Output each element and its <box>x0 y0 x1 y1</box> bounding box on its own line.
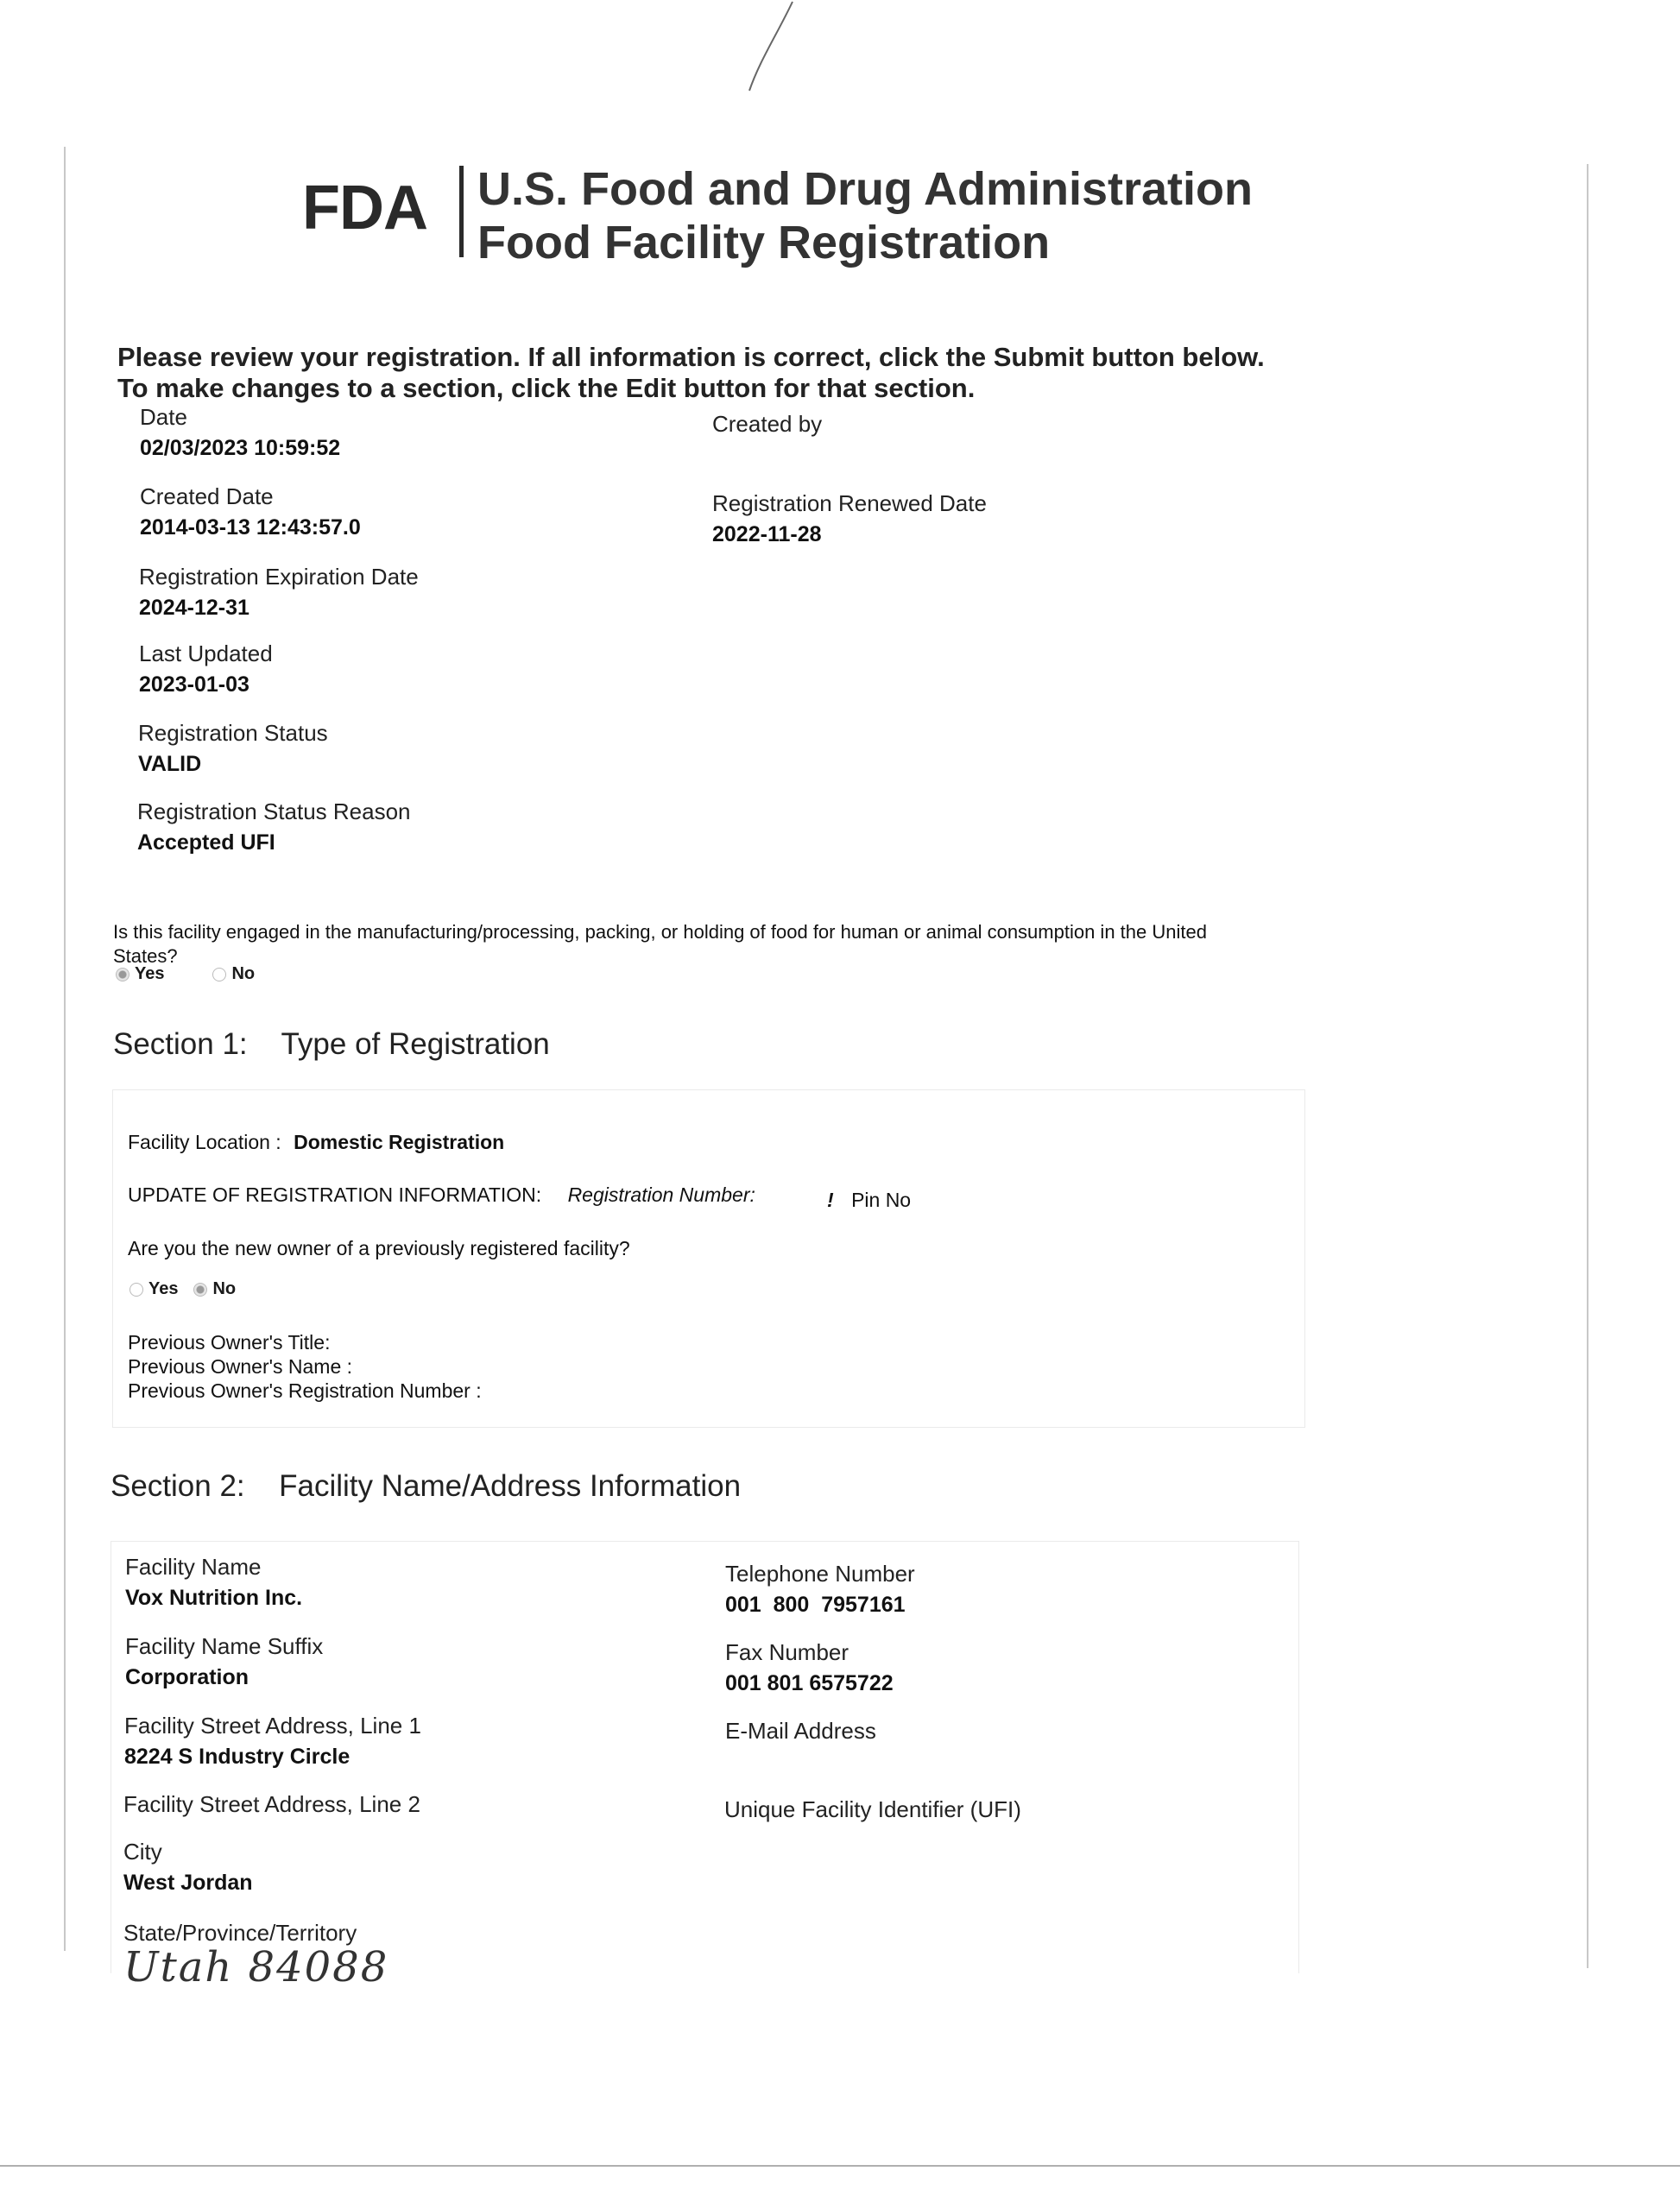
agency-title <box>477 162 1253 269</box>
expiration-date-value: 2024-12-31 <box>139 596 249 620</box>
pin-label: Pin No <box>851 1189 912 1211</box>
agency-line-1: U.S. Food and Drug Administration <box>477 163 1253 215</box>
previous-owner-registration-label: Previous Owner's Registration Number : <box>128 1379 482 1402</box>
facility-name-value: Vox Nutrition Inc. <box>125 1586 303 1610</box>
ufi-field <box>724 1796 1021 1823</box>
ufi-label: Unique Facility Identifier (UFI) <box>724 1796 1021 1822</box>
street-line-1-value: 8224 S Industry Circle <box>124 1745 351 1769</box>
update-registration-row <box>128 1183 755 1207</box>
expiration-date-field <box>139 564 419 621</box>
city-value: West Jordan <box>123 1871 253 1895</box>
new-owner-question: Are you the new owner of a previously registered facility? <box>128 1237 630 1259</box>
new-owner-yes-radio[interactable] <box>129 1283 143 1297</box>
fax-label: Fax Number <box>725 1639 849 1665</box>
facility-location-value: Domestic Registration <box>294 1131 505 1153</box>
created-date-field <box>140 483 361 540</box>
facility-location-row <box>128 1131 504 1154</box>
street-line-2-field <box>123 1791 420 1818</box>
date-field <box>140 404 340 461</box>
facility-suffix-value: Corporation <box>125 1665 249 1689</box>
created-by-field <box>712 411 822 438</box>
engaged-radio-group <box>116 964 255 984</box>
created-by-label: Created by <box>712 411 823 437</box>
registration-number-label: Registration Number: <box>567 1183 755 1206</box>
facility-suffix-field <box>125 1633 323 1690</box>
section-1-number: Section 1: <box>113 1027 248 1061</box>
engaged-yes-radio[interactable] <box>116 968 129 981</box>
state-handwritten-value: Utah 84088 <box>123 1943 389 1991</box>
facility-location-label: Facility Location : <box>128 1131 281 1153</box>
engaged-no-radio[interactable] <box>212 968 226 981</box>
last-updated-value: 2023-01-03 <box>139 672 249 697</box>
logo-divider <box>459 166 464 257</box>
state-label: State/Province/Territory <box>123 1920 357 1946</box>
date-label: Date <box>140 404 187 430</box>
state-field <box>123 1920 388 1991</box>
renewed-date-value: 2022-11-28 <box>712 522 822 546</box>
last-updated-label: Last Updated <box>139 641 273 666</box>
expiration-date-label: Registration Expiration Date <box>139 564 419 590</box>
fax-value: 001 801 6575722 <box>725 1671 894 1695</box>
previous-owner-block <box>128 1330 482 1403</box>
previous-owner-title-label: Previous Owner's Title: <box>128 1331 331 1354</box>
engaged-no-label: No <box>231 964 256 983</box>
section-2-title <box>111 1469 741 1504</box>
section-2-name: Facility Name/Address Information <box>279 1469 742 1503</box>
new-owner-no-radio[interactable] <box>193 1283 207 1297</box>
bottom-scan-edge <box>0 2165 1680 2167</box>
section-1-title <box>113 1027 550 1062</box>
new-owner-no-label: No <box>212 1279 237 1298</box>
engaged-question: Is this facility engaged in the manufacturing/processing, packing, or holding of food for human or animal consumption in the United States? <box>113 921 1207 967</box>
facility-suffix-label: Facility Name Suffix <box>125 1633 324 1659</box>
renewed-date-field <box>712 490 987 547</box>
telephone-label: Telephone Number <box>725 1561 915 1587</box>
facility-name-label: Facility Name <box>125 1554 262 1580</box>
pin-mark: ! <box>827 1189 834 1211</box>
new-owner-radio-group <box>129 1279 236 1299</box>
registration-status-label: Registration Status <box>138 720 328 746</box>
pen-stroke-mark <box>742 0 794 95</box>
registration-status-value: VALID <box>138 752 202 776</box>
facility-name-field <box>125 1554 302 1611</box>
right-scan-edge <box>1587 164 1588 1968</box>
agency-line-2: Food Facility Registration <box>477 217 1051 268</box>
street-line-2-label: Facility Street Address, Line 2 <box>123 1791 420 1817</box>
new-owner-yes-label: Yes <box>148 1279 179 1298</box>
email-label: E-Mail Address <box>725 1718 876 1744</box>
update-registration-label: UPDATE OF REGISTRATION INFORMATION: <box>128 1183 542 1206</box>
fax-field <box>725 1639 894 1696</box>
city-field <box>123 1839 253 1896</box>
street-line-1-field <box>124 1713 421 1770</box>
registration-status-field <box>138 720 328 777</box>
date-value: 02/03/2023 10:59:52 <box>140 436 341 460</box>
created-date-value: 2014-03-13 12:43:57.0 <box>140 515 361 540</box>
email-field <box>725 1718 876 1745</box>
engaged-yes-label: Yes <box>135 964 165 983</box>
previous-owner-name-label: Previous Owner's Name : <box>128 1355 353 1378</box>
renewed-date-label: Registration Renewed Date <box>712 490 987 516</box>
telephone-field <box>725 1561 915 1618</box>
section-2-number: Section 2: <box>111 1469 245 1503</box>
created-date-label: Created Date <box>140 483 274 509</box>
city-label: City <box>123 1839 162 1865</box>
fda-logo-text: FDA <box>302 174 427 243</box>
left-scan-edge <box>64 147 66 1951</box>
status-reason-value: Accepted UFI <box>137 830 275 855</box>
telephone-value: 001 800 7957161 <box>725 1593 906 1617</box>
status-reason-field <box>137 798 411 855</box>
street-line-1-label: Facility Street Address, Line 1 <box>124 1713 421 1739</box>
pin-row <box>827 1189 911 1212</box>
status-reason-label: Registration Status Reason <box>137 798 411 824</box>
last-updated-field <box>139 641 273 697</box>
section-1-name: Type of Registration <box>281 1027 550 1061</box>
review-instructions: Please review your registration. If all information is correct, click the Submit button below. To make changes to a section, click the Edit button for that section. <box>117 342 1265 403</box>
